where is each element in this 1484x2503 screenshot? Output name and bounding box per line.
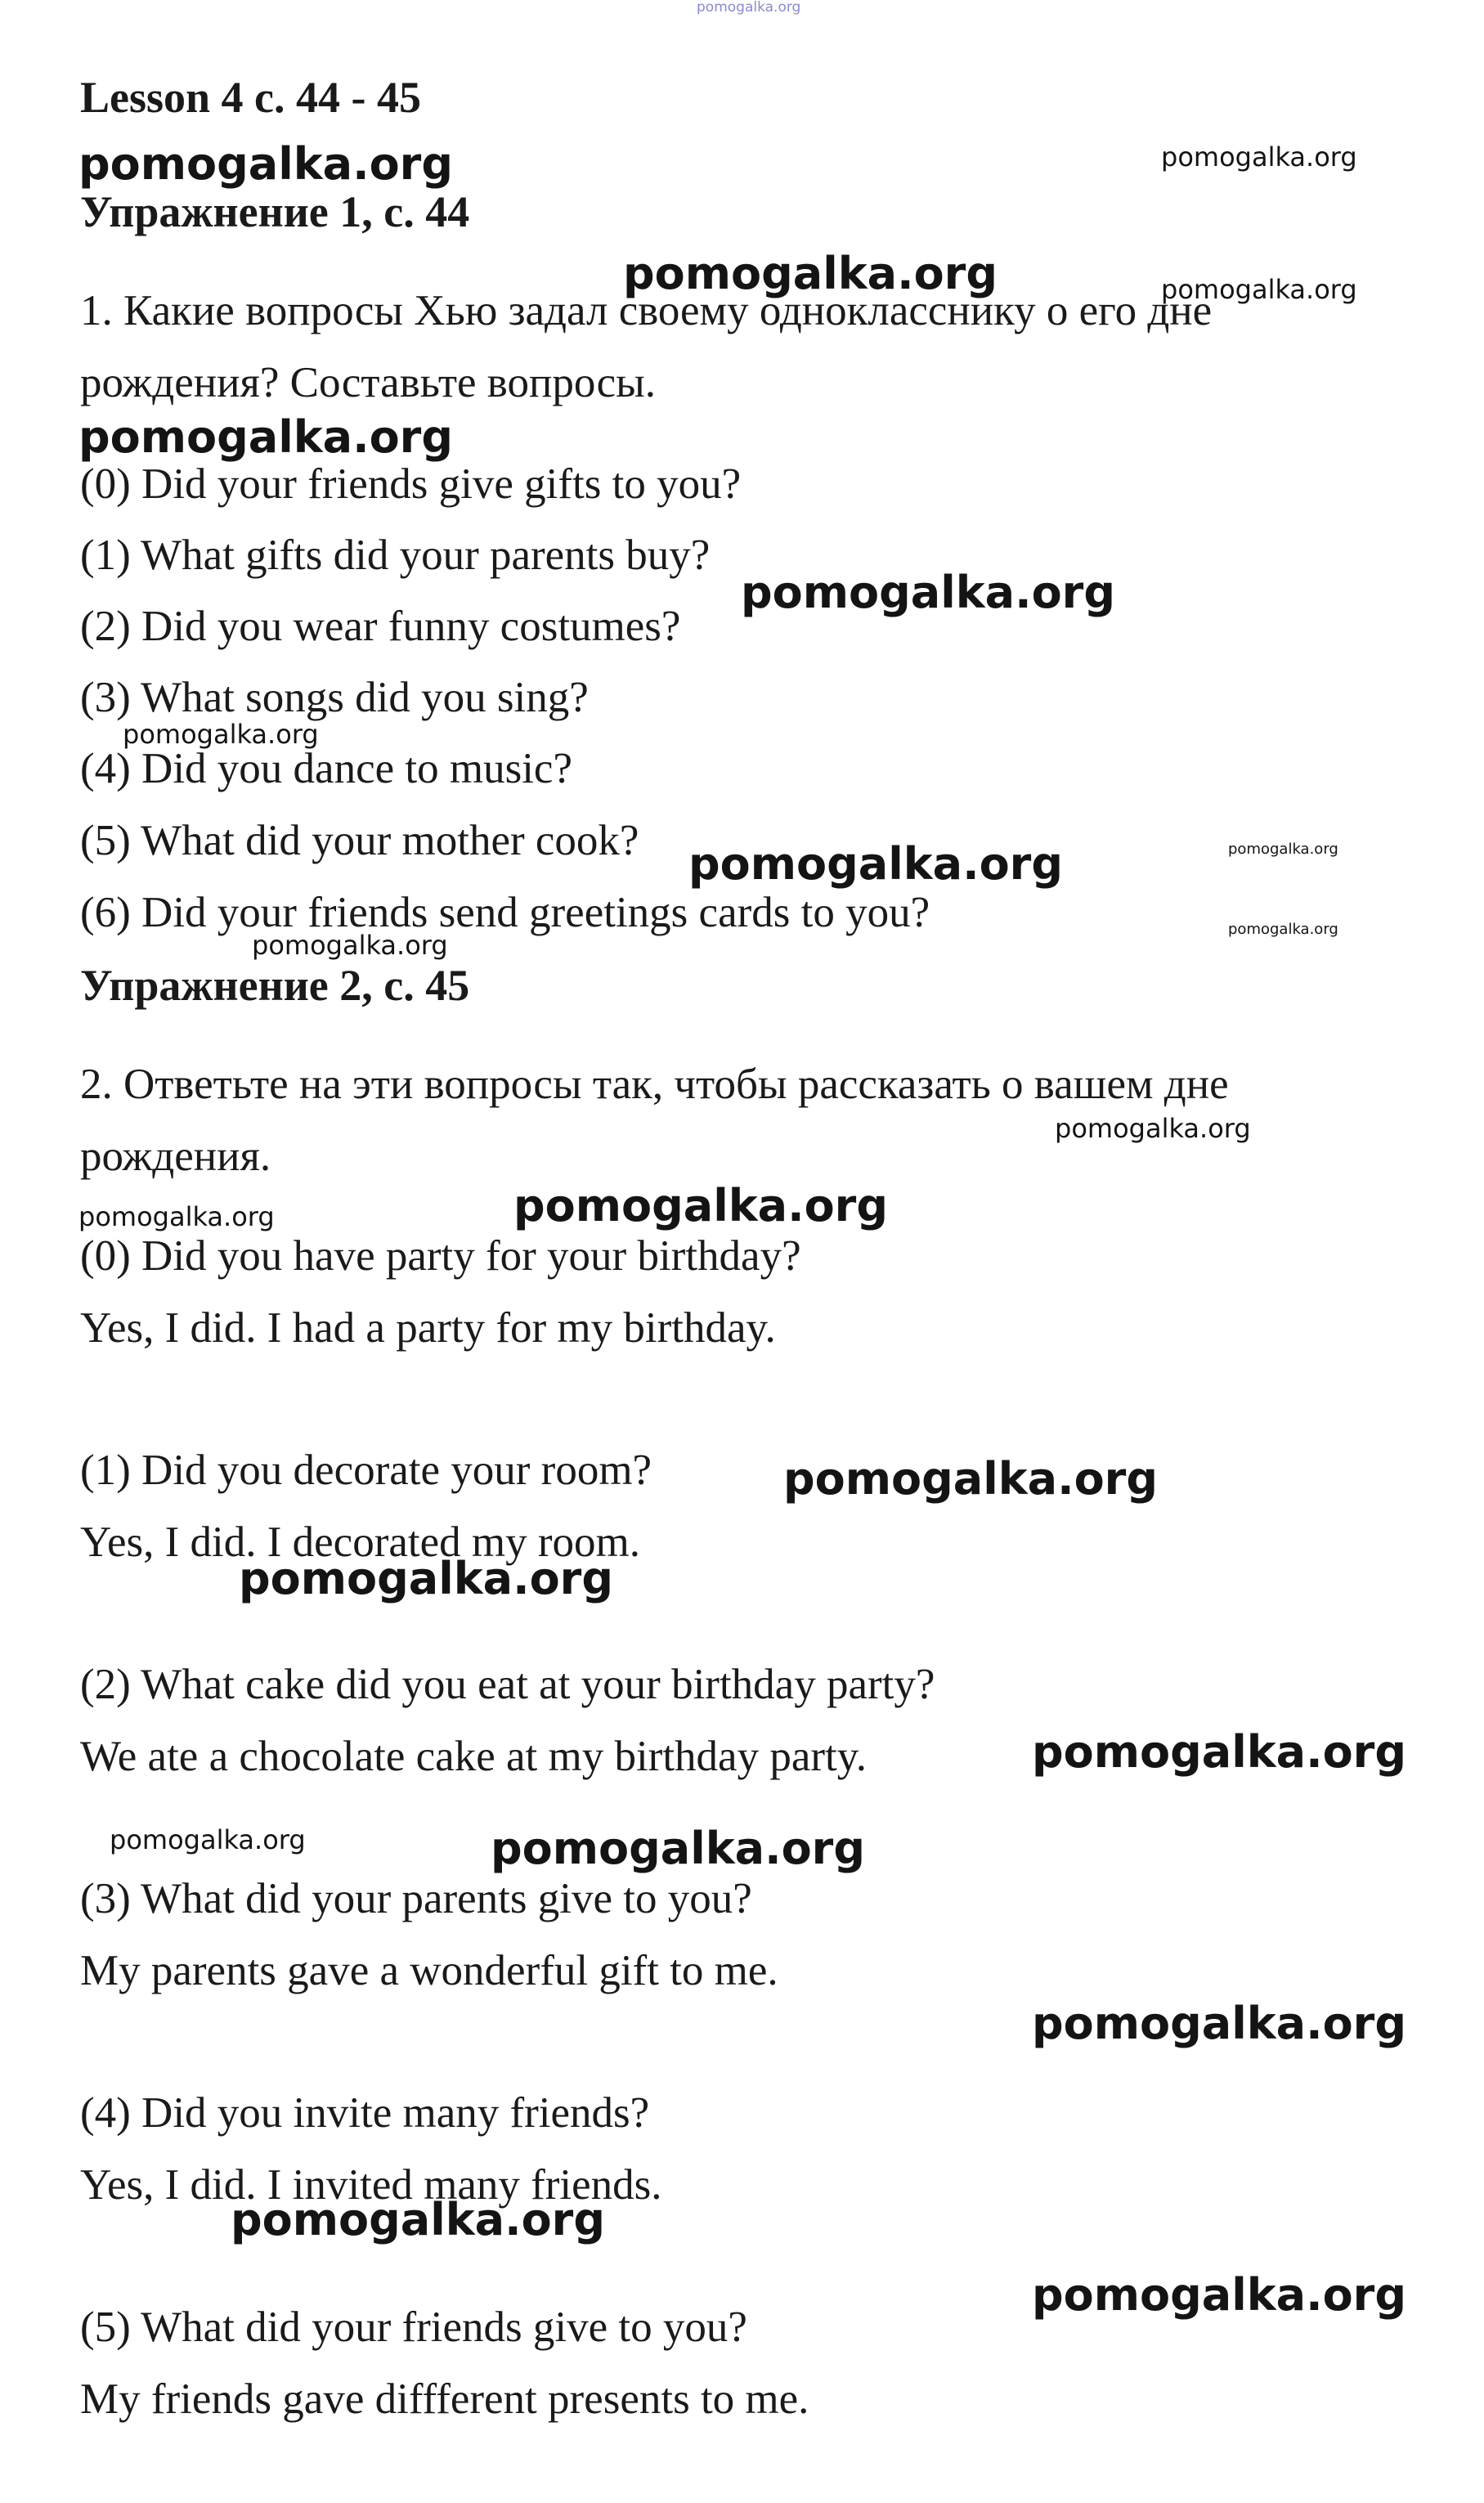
watermark: pomogalka.org [1228, 921, 1338, 938]
question: (2) What cake did you eat at your birthday party? [80, 1661, 935, 1708]
watermark: pomogalka.org [1055, 1113, 1251, 1144]
watermark: pomogalka.org [1161, 274, 1357, 305]
question: (4) Did you dance to music? [80, 745, 572, 792]
question: (6) Did your friends send greetings cards to you? [80, 889, 930, 936]
exercise-1-task: рождения? Составьте вопросы. [80, 359, 657, 406]
watermark: pomogalka.org [1161, 141, 1357, 173]
watermark: pomogalka.org [623, 248, 998, 299]
watermark: pomogalka.org [688, 838, 1063, 890]
watermark: pomogalka.org [1032, 2269, 1406, 2321]
question: (4) Did you invite many friends? [80, 2089, 650, 2137]
watermark: pomogalka.org [1032, 1726, 1406, 1778]
exercise-2-task: рождения. [80, 1133, 271, 1180]
lesson-title: Lesson 4 с. 44 - 45 [80, 73, 421, 122]
question: (1) Did you decorate your room? [80, 1447, 652, 1494]
watermark: pomogalka.org [491, 1823, 865, 1874]
question: (3) What songs did you sing? [80, 674, 589, 721]
watermark: pomogalka.org [123, 719, 319, 750]
question: (5) What did your friends give to you? [80, 2303, 747, 2351]
answer: We ate a chocolate cake at my birthday party. [80, 1733, 868, 1780]
question: (5) What did your mother cook? [80, 817, 639, 864]
watermark: pomogalka.org [231, 2194, 605, 2245]
watermark: pomogalka.org [239, 1553, 613, 1604]
watermark: pomogalka.org [1228, 841, 1338, 858]
answer: My parents gave a wonderful gift to me. [80, 1947, 778, 1994]
question: (0) Did you have party for your birthday? [80, 1232, 801, 1280]
watermark: pomogalka.org [783, 1453, 1158, 1505]
watermark: pomogalka.org [513, 1180, 888, 1231]
exercise-2-heading: Упражнение 2, с. 45 [80, 961, 470, 1010]
exercise-1-task: 1. Какие вопросы Хью задал своему однокласснику о его дне [80, 287, 1213, 334]
exercise-1-heading: Упражнение 1, с. 44 [80, 187, 470, 236]
watermark: pomogalka.org [110, 1824, 306, 1855]
answer: Yes, I did. I had a party for my birthday. [80, 1304, 776, 1352]
question: (0) Did your friends give gifts to you? [80, 460, 742, 508]
question: (3) What did your parents give to you? [80, 1875, 752, 1922]
answer: My friends gave diffferent presents to me. [80, 2375, 809, 2423]
watermark: pomogalka.org [78, 1201, 275, 1232]
exercise-2-task: 2. Ответьте на эти вопросы так, чтобы рассказать о вашем дне [80, 1061, 1229, 1108]
answer: Yes, I did. I decorated my room. [80, 1518, 640, 1566]
watermark: pomogalka.org [78, 411, 453, 463]
watermark: pomogalka.org [741, 567, 1115, 618]
question: (1) What gifts did your parents buy? [80, 532, 711, 579]
watermark: pomogalka.org [252, 930, 448, 961]
watermark: pomogalka.org [78, 138, 453, 190]
answer: Yes, I did. I invited many friends. [80, 2161, 662, 2209]
watermark: pomogalka.org [1032, 1998, 1406, 2049]
question: (2) Did you wear funny costumes? [80, 603, 681, 650]
watermark: pomogalka.org [697, 0, 801, 16]
